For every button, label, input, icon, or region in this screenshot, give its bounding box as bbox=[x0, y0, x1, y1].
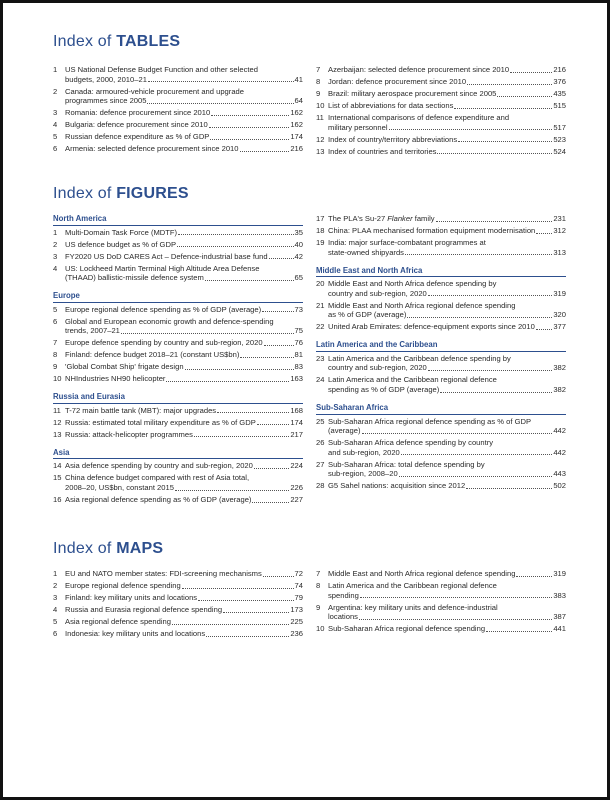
entry-number: 8 bbox=[53, 350, 58, 360]
entry-title-line: Asia regional defence spending as % of GDP (average) bbox=[65, 494, 252, 504]
index-entry[interactable] bbox=[316, 417, 566, 436]
maps-title-keyword: MAPS bbox=[116, 540, 164, 557]
index-entry[interactable] bbox=[316, 624, 566, 634]
page-number: 163 bbox=[290, 374, 303, 384]
entry-title-line: Argentina: key military units and defence-industrial bbox=[328, 602, 498, 612]
index-entry[interactable] bbox=[316, 301, 566, 320]
index-entry[interactable] bbox=[53, 430, 303, 440]
index-entry[interactable] bbox=[53, 65, 303, 84]
leader-dots bbox=[405, 254, 552, 255]
page-number: 42 bbox=[294, 251, 303, 261]
entry-number: 9 bbox=[316, 88, 321, 98]
page-number: 35 bbox=[294, 227, 303, 237]
index-entry[interactable] bbox=[316, 603, 566, 622]
entry-number: 11 bbox=[53, 405, 61, 415]
index-entry[interactable] bbox=[53, 87, 303, 106]
entry-number: 26 bbox=[316, 438, 325, 448]
entry-title-line: Middle East and North Africa defence spending by bbox=[328, 279, 497, 289]
entry-number: 4 bbox=[53, 120, 58, 130]
entry-title-line: Middle East and North Africa regional defence spending bbox=[328, 569, 516, 578]
leader-dots bbox=[437, 153, 552, 154]
entry-number: 8 bbox=[316, 76, 321, 86]
entry-title-line: Romania: defence procurement since 2010 bbox=[65, 108, 211, 118]
page-number: 319 bbox=[553, 288, 566, 298]
entry-number: 1 bbox=[53, 65, 58, 74]
entry-number: 24 bbox=[316, 375, 325, 385]
entry-title-line: India: major surface-combatant programmes at bbox=[328, 237, 486, 247]
entry-title-line: spending bbox=[328, 590, 359, 600]
entry-number: 1 bbox=[53, 227, 58, 237]
leader-dots bbox=[486, 631, 552, 632]
entry-title-line: Latin America and the Caribbean regional defence bbox=[328, 375, 497, 385]
entry-title-line: The PLA's Su-27 Flanker family bbox=[328, 214, 435, 223]
page-number: 236 bbox=[290, 628, 303, 638]
page-number: 515 bbox=[553, 100, 566, 110]
page-number: 41 bbox=[294, 74, 303, 84]
entry-number: 11 bbox=[316, 112, 324, 122]
entry-title-line: Bulgaria: defence procurement since 2010 bbox=[65, 120, 208, 130]
entry-number: 3 bbox=[53, 251, 58, 261]
entry-number: 9 bbox=[316, 602, 321, 612]
index-entry[interactable] bbox=[53, 593, 303, 603]
leader-dots bbox=[254, 468, 289, 469]
index-entry[interactable] bbox=[53, 264, 303, 283]
index-entry[interactable] bbox=[53, 629, 303, 639]
entry-title-line: 2008–20, US$bn, constant 2015 bbox=[65, 482, 174, 492]
leader-dots bbox=[516, 576, 552, 577]
leader-dots bbox=[166, 381, 289, 382]
entry-number: 5 bbox=[53, 132, 58, 142]
index-entry[interactable] bbox=[316, 581, 566, 600]
entry-title-line: Finland: key military units and locations bbox=[65, 592, 198, 602]
index-entry[interactable] bbox=[53, 350, 303, 360]
index-entry[interactable] bbox=[53, 338, 303, 348]
index-entry[interactable] bbox=[53, 418, 303, 428]
index-entry[interactable] bbox=[316, 238, 566, 257]
page-number: 320 bbox=[553, 310, 566, 320]
leader-dots bbox=[467, 84, 552, 85]
tables-title-keyword: TABLES bbox=[116, 33, 181, 50]
page-number: 216 bbox=[290, 144, 303, 154]
leader-dots bbox=[428, 295, 553, 296]
page-number: 382 bbox=[553, 385, 566, 395]
page-number: 312 bbox=[553, 225, 566, 235]
entry-number: 20 bbox=[316, 279, 325, 289]
entry-title-line: EU and NATO member states: FDI-screening mechanisms bbox=[65, 569, 262, 578]
index-entry[interactable] bbox=[53, 120, 303, 130]
entry-title-line: Sub-Saharan Africa: total defence spending by bbox=[328, 459, 485, 469]
entry-title-line: T-72 main battle tank (MBT): major upgrades bbox=[65, 405, 217, 415]
index-entry[interactable] bbox=[316, 147, 566, 157]
index-entry[interactable] bbox=[53, 252, 303, 262]
entry-number: 21 bbox=[316, 300, 325, 310]
leader-dots bbox=[359, 619, 552, 620]
entry-number: 1 bbox=[53, 569, 58, 578]
leader-dots bbox=[264, 345, 294, 346]
entry-title-line: International comparisons of defence expenditure and bbox=[328, 112, 510, 122]
page-number: 383 bbox=[553, 590, 566, 600]
leader-dots bbox=[436, 221, 553, 222]
entry-title-line: Indonesia: key military units and locations bbox=[65, 628, 206, 638]
region-heading: Asia bbox=[53, 448, 303, 460]
entry-number: 25 bbox=[316, 416, 325, 426]
entry-title-line: Russian defence expenditure as % of GDP bbox=[65, 132, 210, 142]
leader-dots bbox=[360, 597, 553, 598]
entry-title-line: country and sub-region, 2020 bbox=[328, 363, 427, 373]
entry-title-line: US National Defense Budget Function and other selected bbox=[65, 65, 258, 74]
entry-number: 17 bbox=[316, 214, 325, 223]
leader-dots bbox=[178, 234, 293, 235]
leader-dots bbox=[399, 476, 553, 477]
index-entry[interactable] bbox=[53, 569, 303, 579]
page-number: 523 bbox=[553, 134, 566, 144]
entry-title-line: Latin America and the Caribbean regional defence bbox=[328, 580, 497, 590]
entry-number: 16 bbox=[53, 494, 62, 504]
index-entry[interactable] bbox=[316, 279, 566, 298]
index-entry[interactable] bbox=[53, 617, 303, 627]
entry-number: 10 bbox=[316, 624, 325, 634]
entry-number: 6 bbox=[53, 628, 58, 638]
entry-title-line: Russia: attack-helicopter programmes bbox=[65, 429, 193, 439]
entry-number: 5 bbox=[53, 616, 58, 626]
leader-dots bbox=[240, 357, 293, 358]
tables-title bbox=[53, 33, 180, 51]
entry-title-line: US: Lockheed Martin Terminal High Altitude Area Defense bbox=[65, 263, 260, 273]
entry-number: 12 bbox=[53, 417, 62, 427]
tables-left-column bbox=[53, 65, 303, 156]
entry-number: 19 bbox=[316, 237, 325, 247]
index-entry[interactable] bbox=[316, 438, 566, 457]
leader-dots bbox=[466, 488, 552, 489]
entry-title-line: China: PLAA mechanised formation equipment modernisation bbox=[328, 225, 536, 235]
entry-title-line: military personnel bbox=[328, 122, 388, 132]
page-number: 224 bbox=[290, 461, 303, 471]
entry-title-line: US defence budget as % of GDP bbox=[65, 239, 177, 249]
index-entry[interactable] bbox=[53, 495, 303, 505]
leader-dots bbox=[440, 392, 552, 393]
entry-number: 7 bbox=[316, 65, 321, 74]
page-number: 81 bbox=[294, 350, 303, 360]
page-number: 517 bbox=[553, 122, 566, 132]
entry-title-line: Sub-Saharan Africa regional defence spending as % of GDP bbox=[328, 416, 532, 426]
entry-number: 4 bbox=[53, 604, 58, 614]
entry-title-line: Asia defence spending by country and sub-region, 2020 bbox=[65, 461, 253, 471]
leader-dots bbox=[252, 502, 289, 503]
page-number: 64 bbox=[294, 96, 303, 106]
index-entry[interactable] bbox=[53, 362, 303, 372]
entry-number: 15 bbox=[53, 473, 62, 483]
leader-dots bbox=[206, 636, 289, 637]
page-number: 387 bbox=[553, 612, 566, 622]
entry-title-line: Armenia: selected defence procurement since 2010 bbox=[65, 144, 239, 154]
index-entry[interactable] bbox=[316, 460, 566, 479]
entry-number: 4 bbox=[53, 263, 58, 273]
page-number: 225 bbox=[290, 616, 303, 626]
entry-title-line: trends, 2007–21 bbox=[65, 326, 120, 336]
leader-dots bbox=[210, 139, 289, 140]
entry-title-line: Global and European economic growth and defence-spending bbox=[65, 316, 274, 326]
leader-dots bbox=[401, 454, 553, 455]
entry-title-line: Canada: armoured-vehicle procurement and upgrade bbox=[65, 86, 244, 96]
entry-title-line: spending as % of GDP (average) bbox=[328, 385, 440, 395]
index-entry[interactable] bbox=[53, 132, 303, 142]
index-entry[interactable] bbox=[316, 375, 566, 394]
entry-number: 12 bbox=[316, 134, 325, 144]
entry-title-line: Middle East and North Africa regional defence spending bbox=[328, 300, 516, 310]
entry-title-line: Russia and Eurasia regional defence spending bbox=[65, 604, 223, 614]
page-number: 76 bbox=[294, 338, 303, 348]
page-number: 319 bbox=[553, 569, 566, 578]
leader-dots bbox=[497, 96, 552, 97]
entry-title-line: programmes since 2005 bbox=[65, 96, 147, 106]
entry-number: 14 bbox=[53, 461, 62, 471]
leader-dots bbox=[223, 612, 289, 613]
figures-title-prefix: Index of bbox=[53, 185, 117, 202]
entry-title-line: Europe defence spending by country and sub-region, 2020 bbox=[65, 338, 263, 348]
leader-dots bbox=[362, 433, 553, 434]
index-entry[interactable] bbox=[53, 240, 303, 250]
entry-title-line: Asia regional defence spending bbox=[65, 616, 171, 626]
page-number: 168 bbox=[290, 405, 303, 415]
figures-left-column bbox=[53, 214, 303, 511]
page-number: 435 bbox=[553, 88, 566, 98]
leader-dots bbox=[194, 436, 289, 437]
leader-dots bbox=[209, 127, 290, 128]
entry-title-line: 'Global Combat Ship' frigate design bbox=[65, 362, 184, 372]
leader-dots bbox=[389, 129, 553, 130]
entry-title-line: (THAAD) ballistic-missile defence system bbox=[65, 273, 204, 283]
entry-title-line: Latin America and the Caribbean defence spending by bbox=[328, 353, 511, 363]
entry-title-line: Finland: defence budget 2018–21 (constant US$bn) bbox=[65, 350, 240, 360]
leader-dots bbox=[182, 588, 294, 589]
leader-dots bbox=[263, 576, 294, 577]
entry-number: 18 bbox=[316, 225, 325, 235]
page-number: 442 bbox=[553, 447, 566, 457]
entry-title-line: budgets, 2000, 2010–21 bbox=[65, 74, 147, 84]
entry-number: 2 bbox=[53, 86, 58, 96]
region-heading: North America bbox=[53, 214, 303, 226]
page-number: 376 bbox=[553, 76, 566, 86]
entry-title-line: FY2020 US DoD CARES Act – Defence-industrial base fund bbox=[65, 251, 268, 261]
entry-title-line: Jordan: defence procurement since 2010 bbox=[328, 76, 467, 86]
entry-title-line: Azerbaijan: selected defence procurement since 2010 bbox=[328, 65, 510, 74]
leader-dots bbox=[536, 329, 552, 330]
entry-title-line: NHIndustries NH90 helicopter bbox=[65, 374, 166, 384]
entry-number: 9 bbox=[53, 362, 58, 372]
entry-number: 13 bbox=[316, 146, 325, 156]
page-number: 227 bbox=[290, 494, 303, 504]
index-entry[interactable] bbox=[316, 135, 566, 145]
index-entry[interactable] bbox=[316, 569, 566, 579]
page-number: 174 bbox=[290, 417, 303, 427]
entry-title-line: China defence budget compared with rest of Asia total, bbox=[65, 473, 250, 483]
page-number: 83 bbox=[294, 362, 303, 372]
leader-dots bbox=[205, 280, 294, 281]
page-number: 441 bbox=[553, 624, 566, 634]
entry-title-line: United Arab Emirates: defence-equipment exports since 2010 bbox=[328, 322, 535, 332]
page-number: 73 bbox=[294, 304, 303, 314]
entry-title-line: Sub-Saharan Africa defence spending by country bbox=[328, 438, 494, 448]
entry-number: 13 bbox=[53, 429, 62, 439]
index-entry[interactable] bbox=[316, 89, 566, 99]
page-number: 72 bbox=[294, 569, 303, 578]
index-entry[interactable] bbox=[316, 226, 566, 236]
page-number: 502 bbox=[553, 481, 566, 491]
leader-dots bbox=[121, 333, 294, 334]
entry-title-line: Multi-Domain Task Force (MDTF) bbox=[65, 227, 178, 237]
entry-title-line: sub-region, 2008–20 bbox=[328, 469, 398, 479]
page-number: 216 bbox=[553, 65, 566, 74]
entry-number: 3 bbox=[53, 108, 58, 118]
leader-dots bbox=[240, 151, 290, 152]
leader-dots bbox=[172, 624, 289, 625]
entry-number: 7 bbox=[53, 338, 58, 348]
page-number: 231 bbox=[553, 214, 566, 223]
leader-dots bbox=[185, 369, 294, 370]
region-heading: Latin America and the Caribbean bbox=[316, 340, 566, 352]
page-number: 162 bbox=[290, 120, 303, 130]
leader-dots bbox=[458, 141, 552, 142]
leader-dots bbox=[217, 412, 289, 413]
index-entry[interactable] bbox=[53, 605, 303, 615]
page-number: 40 bbox=[294, 239, 303, 249]
figures-title-keyword: FIGURES bbox=[116, 185, 189, 202]
leader-dots bbox=[262, 311, 293, 312]
index-entry[interactable] bbox=[53, 374, 303, 384]
index-entry[interactable] bbox=[53, 144, 303, 154]
tables-right-column bbox=[316, 65, 566, 158]
leader-dots bbox=[257, 424, 290, 425]
entry-number: 23 bbox=[316, 353, 325, 363]
entry-title-line: List of abbreviations for data sections bbox=[328, 100, 454, 110]
page-number: 442 bbox=[553, 426, 566, 436]
maps-title-prefix: Index of bbox=[53, 540, 117, 557]
figures-title bbox=[53, 185, 189, 203]
region-heading: Sub-Saharan Africa bbox=[316, 403, 566, 415]
leader-dots bbox=[454, 108, 552, 109]
page-number: 217 bbox=[290, 429, 303, 439]
region-heading: Russia and Eurasia bbox=[53, 392, 303, 404]
entry-number: 27 bbox=[316, 459, 325, 469]
maps-right-column bbox=[316, 569, 566, 636]
leader-dots bbox=[177, 246, 294, 247]
entry-number: 5 bbox=[53, 304, 58, 314]
index-entry[interactable] bbox=[316, 481, 566, 491]
page-number: 443 bbox=[553, 469, 566, 479]
index-entry[interactable] bbox=[53, 317, 303, 336]
entry-title-line: Europe regional defence spending as % of GDP (average) bbox=[65, 304, 262, 314]
page-number: 382 bbox=[553, 363, 566, 373]
index-entry[interactable] bbox=[53, 108, 303, 118]
index-entry[interactable] bbox=[316, 101, 566, 111]
entry-title-line: Russia: estimated total military expenditure as % of GDP bbox=[65, 417, 256, 427]
index-entry[interactable] bbox=[316, 77, 566, 87]
index-entry[interactable] bbox=[53, 581, 303, 591]
leader-dots bbox=[510, 72, 552, 73]
index-entry[interactable] bbox=[316, 113, 566, 132]
entry-title-line: Index of country/territory abbreviations bbox=[328, 134, 458, 144]
entry-number: 2 bbox=[53, 580, 58, 590]
entry-title-line: country and sub-region, 2020 bbox=[328, 288, 427, 298]
entry-number: 6 bbox=[53, 144, 58, 154]
index-entry[interactable] bbox=[316, 214, 566, 224]
region-heading: Middle East and North Africa bbox=[316, 266, 566, 278]
index-entry[interactable] bbox=[53, 406, 303, 416]
leader-dots bbox=[147, 103, 293, 104]
entry-number: 28 bbox=[316, 481, 325, 491]
leader-dots bbox=[536, 233, 552, 234]
entry-number: 2 bbox=[53, 239, 58, 249]
entry-title-line: G5 Sahel nations: acquisition since 2012 bbox=[328, 481, 466, 491]
page-number: 65 bbox=[294, 273, 303, 283]
index-entry[interactable] bbox=[53, 473, 303, 492]
page-number: 162 bbox=[290, 108, 303, 118]
entry-number: 8 bbox=[316, 580, 321, 590]
index-entry[interactable] bbox=[53, 305, 303, 315]
page-number: 173 bbox=[290, 604, 303, 614]
leader-dots bbox=[175, 490, 289, 491]
entry-title-line: state-owned shipyards bbox=[328, 247, 404, 257]
leader-dots bbox=[407, 317, 552, 318]
page-number: 174 bbox=[290, 132, 303, 142]
entry-number: 3 bbox=[53, 592, 58, 602]
leader-dots bbox=[269, 258, 294, 259]
entry-title-line: and sub-region, 2020 bbox=[328, 447, 400, 457]
region-heading: Europe bbox=[53, 291, 303, 303]
entry-number: 6 bbox=[53, 316, 58, 326]
leader-dots bbox=[428, 370, 553, 371]
entry-title-line: Index of countries and territories bbox=[328, 146, 437, 156]
page-number: 79 bbox=[294, 592, 303, 602]
entry-title-line: locations bbox=[328, 612, 358, 622]
maps-title bbox=[53, 540, 163, 558]
page-number: 75 bbox=[294, 326, 303, 336]
entry-number: 22 bbox=[316, 322, 325, 332]
index-entry[interactable] bbox=[53, 461, 303, 471]
index-entry[interactable] bbox=[53, 228, 303, 238]
maps-left-column bbox=[53, 569, 303, 641]
page-number: 524 bbox=[553, 146, 566, 156]
entry-number: 10 bbox=[316, 100, 325, 110]
figures-right-column bbox=[316, 214, 566, 497]
entry-number: 7 bbox=[316, 569, 321, 578]
leader-dots bbox=[211, 115, 289, 116]
entry-title-line: Sub-Saharan Africa regional defence spending bbox=[328, 624, 486, 634]
index-entry[interactable] bbox=[316, 354, 566, 373]
page-number: 74 bbox=[294, 580, 303, 590]
index-entry[interactable] bbox=[316, 65, 566, 75]
leader-dots bbox=[198, 600, 293, 601]
leader-dots bbox=[148, 81, 294, 82]
tables-title-prefix: Index of bbox=[53, 33, 117, 50]
index-entry[interactable] bbox=[316, 322, 566, 332]
page-number: 313 bbox=[553, 247, 566, 257]
entry-title-line: Brazil: military aerospace procurement since 2005 bbox=[328, 88, 497, 98]
page-number: 226 bbox=[290, 482, 303, 492]
entry-title-line: as % of GDP (average) bbox=[328, 310, 407, 320]
entry-number: 10 bbox=[53, 374, 62, 384]
entry-title-line: (average) bbox=[328, 426, 361, 436]
entry-title-line: Europe regional defence spending bbox=[65, 580, 181, 590]
page-number: 377 bbox=[553, 322, 566, 332]
